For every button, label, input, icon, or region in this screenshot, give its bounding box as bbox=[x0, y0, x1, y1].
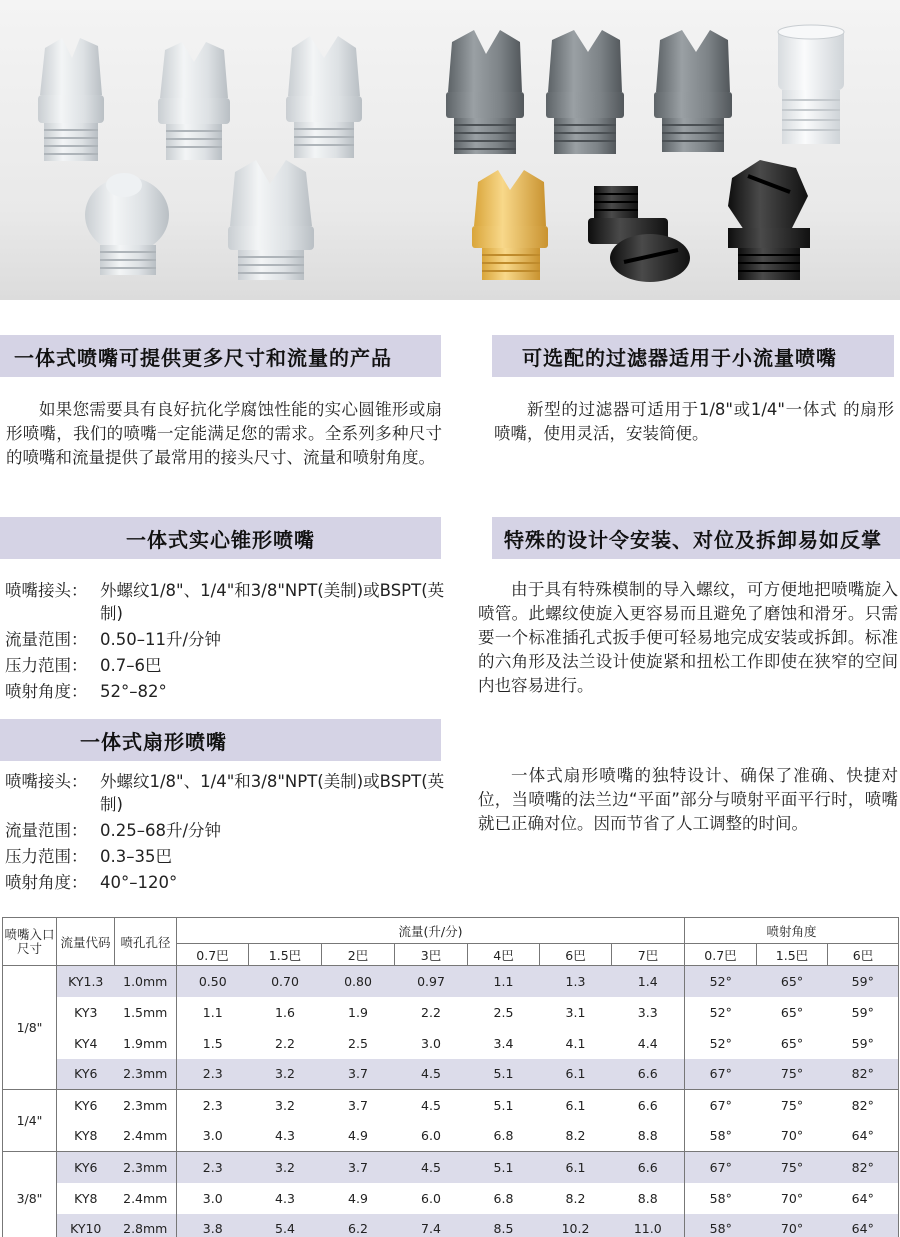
flow-value-cell: 6.1 bbox=[540, 1152, 612, 1183]
black-nozzle bbox=[728, 160, 810, 280]
angle-value-cell: 52° bbox=[685, 1028, 757, 1059]
flow-code-cell: KY4 bbox=[57, 1028, 115, 1059]
flow-value-cell: 6.6 bbox=[612, 1090, 685, 1121]
angle-value-cell: 64° bbox=[828, 1121, 899, 1152]
table-row bbox=[3, 1028, 899, 1059]
flow-value-cell: 4.3 bbox=[275, 1190, 295, 1206]
flow-value-cell: 4.5 bbox=[395, 1059, 468, 1090]
flow-value-cell: 3.0 bbox=[177, 1183, 249, 1214]
spec-label: 喷嘴接头： bbox=[5, 772, 88, 791]
spec-value: 40°–120° bbox=[100, 873, 178, 892]
header-flow: 流量(升/分) bbox=[177, 918, 685, 944]
heading-solid-cone: 一体式实心锥形喷嘴 bbox=[0, 517, 441, 559]
flow-value-cell: 8.5 bbox=[468, 1214, 540, 1237]
black-nozzle bbox=[588, 186, 690, 282]
angle-value-cell: 82° bbox=[828, 1059, 899, 1090]
flow-value-cell: 3.1 bbox=[565, 1004, 586, 1020]
flow-value-cell: 1.5 bbox=[177, 1028, 249, 1059]
spec-label: 喷嘴接头： bbox=[5, 581, 88, 600]
header-flow-pressure: 4巴 bbox=[468, 944, 540, 966]
heading-special-design: 特殊的设计令安装、对位及拆卸易如反掌 bbox=[492, 517, 900, 559]
flow-code-cell: KY6 bbox=[57, 1090, 115, 1121]
heading-fan-nozzle: 一体式扇形喷嘴 bbox=[0, 719, 441, 761]
flow-value-cell: 3.0 bbox=[421, 1035, 441, 1051]
gray-nozzle bbox=[546, 30, 624, 154]
angle-value-cell: 52° bbox=[685, 997, 757, 1028]
flow-value-cell: 4.5 bbox=[395, 1090, 468, 1121]
spec-label: 压力范围： bbox=[5, 656, 88, 675]
flow-value-cell: 4.5 bbox=[395, 1152, 468, 1183]
flow-value-cell: 3.7 bbox=[322, 1152, 395, 1183]
fan-specs bbox=[5, 770, 445, 894]
angle-value-cell: 65° bbox=[780, 1004, 804, 1020]
flow-code-cell: KY8 bbox=[57, 1183, 115, 1214]
spec-value: 0.25–68升/分钟 bbox=[100, 821, 222, 840]
flow-value-cell: 3.3 bbox=[637, 1004, 658, 1020]
angle-value-cell: 70° bbox=[780, 1190, 804, 1206]
inlet-size-cell: 1/4" bbox=[3, 1090, 57, 1152]
angle-value-cell: 67° bbox=[685, 1090, 757, 1121]
flow-value-cell: 4.3 bbox=[275, 1128, 295, 1144]
flow-value-cell: 1.4 bbox=[612, 966, 685, 997]
flow-value-cell: 6.8 bbox=[493, 1128, 514, 1144]
table-row bbox=[3, 1214, 899, 1237]
orifice-cell: 2.4mm bbox=[123, 1190, 168, 1206]
flow-value-cell: 6.6 bbox=[612, 1059, 685, 1090]
heading-filter: 可选配的过滤器适用于小流量喷嘴 bbox=[492, 335, 894, 377]
angle-value-cell: 75° bbox=[757, 1059, 828, 1090]
flow-code-cell: KY6 bbox=[57, 1059, 115, 1090]
flow-value-cell: 8.8 bbox=[637, 1128, 658, 1144]
gray-nozzle bbox=[654, 30, 732, 152]
flow-value-cell: 5.1 bbox=[468, 1090, 540, 1121]
flow-value-cell: 3.8 bbox=[177, 1214, 249, 1237]
flow-code-cell: KY1.3 bbox=[57, 966, 115, 997]
flow-code-cell: KY3 bbox=[57, 997, 115, 1028]
translucent-cone-nozzle bbox=[85, 173, 169, 275]
inlet-size-cell: 3/8" bbox=[3, 1152, 57, 1237]
orifice-cell: 1.0mm bbox=[115, 966, 177, 997]
spec-value: 0.50–11升/分钟 bbox=[100, 630, 222, 649]
header-angle-pressure: 0.7巴 bbox=[685, 944, 757, 966]
header-flow-pressure: 0.7巴 bbox=[177, 944, 249, 966]
design-text-1: 由于具有特殊模制的导入螺纹，可方便地把喷嘴旋入喷管。此螺纹使旋入更容易而且避免了磨蚀和滑牙。只需要一个标准插孔式扳手便可轻易地完成安装或拆卸。标准的六角形及法兰设计使旋紧和扭松工作即使在狭窄的空间内也容易进行。 bbox=[478, 580, 898, 695]
flow-value-cell: 3.4 bbox=[493, 1035, 514, 1051]
flow-value-cell: 4.1 bbox=[565, 1035, 586, 1051]
table-row bbox=[3, 966, 899, 997]
spec-row bbox=[5, 579, 445, 625]
flow-value-cell: 1.1 bbox=[468, 966, 540, 997]
angle-value-cell: 67° bbox=[685, 1059, 757, 1090]
spec-value: 0.7–6巴 bbox=[100, 656, 162, 675]
orifice-cell: 1.5mm bbox=[123, 1004, 168, 1020]
angle-value-cell: 58° bbox=[685, 1214, 757, 1237]
angle-value-cell: 65° bbox=[757, 966, 828, 997]
orifice-cell: 2.8mm bbox=[115, 1214, 177, 1237]
header-inlet-size: 喷嘴入口尺寸 bbox=[3, 918, 57, 966]
spec-label: 喷射角度： bbox=[5, 682, 88, 701]
angle-value-cell: 59° bbox=[828, 1028, 899, 1059]
spec-label: 喷射角度： bbox=[5, 873, 88, 892]
header-spray-angle: 喷射角度 bbox=[685, 918, 899, 944]
flow-code-cell: KY6 bbox=[57, 1152, 115, 1183]
flow-value-cell: 8.2 bbox=[565, 1190, 586, 1206]
angle-value-cell: 59° bbox=[828, 966, 899, 997]
table-row bbox=[3, 1059, 899, 1090]
angle-value-cell: 64° bbox=[828, 1183, 899, 1214]
table-row bbox=[3, 1121, 899, 1152]
flow-value-cell: 8.8 bbox=[637, 1190, 658, 1206]
cone-specs bbox=[5, 579, 445, 703]
flow-value-cell: 7.4 bbox=[395, 1214, 468, 1237]
flow-value-cell: 3.2 bbox=[249, 1152, 322, 1183]
spec-row bbox=[5, 819, 445, 842]
spec-value: 0.3–35巴 bbox=[100, 847, 172, 866]
flow-value-cell: 2.5 bbox=[348, 1035, 368, 1051]
spec-label: 流量范围： bbox=[5, 630, 88, 649]
orifice-cell: 2.4mm bbox=[123, 1128, 168, 1144]
angle-value-cell: 67° bbox=[685, 1152, 757, 1183]
table-row bbox=[3, 997, 899, 1028]
inlet-size-cell: 1/8" bbox=[3, 966, 57, 1090]
flow-value-cell: 3.7 bbox=[322, 1090, 395, 1121]
orifice-cell: 2.3mm bbox=[115, 1090, 177, 1121]
flow-value-cell: 8.2 bbox=[565, 1128, 586, 1144]
angle-value-cell: 75° bbox=[757, 1090, 828, 1121]
flow-value-cell: 2.3 bbox=[177, 1152, 249, 1183]
flow-value-cell: 1.1 bbox=[177, 997, 249, 1028]
flow-value-cell: 5.1 bbox=[468, 1059, 540, 1090]
flow-value-cell: 1.3 bbox=[540, 966, 612, 997]
spec-value: 外螺纹1/8"、1/4"和3/8"NPT(美制)或BSPT(英制) bbox=[100, 772, 445, 814]
header-flow-pressure: 7巴 bbox=[612, 944, 685, 966]
translucent-nozzle bbox=[38, 38, 104, 161]
flow-value-cell: 6.8 bbox=[493, 1190, 514, 1206]
table-row bbox=[3, 1152, 899, 1183]
header-flow-pressure: 3巴 bbox=[395, 944, 468, 966]
product-photo bbox=[0, 0, 900, 300]
flow-value-cell: 4.4 bbox=[637, 1035, 658, 1051]
header-flow-pressure: 6巴 bbox=[540, 944, 612, 966]
angle-value-cell: 58° bbox=[685, 1121, 757, 1152]
yellow-nozzle bbox=[472, 170, 548, 280]
translucent-nozzle bbox=[286, 36, 362, 158]
integral-intro-text: 如果您需要具有良好抗化学腐蚀性能的实心圆锥形或扇形喷嘴，我们的喷嘴一定能满足您的需求。全系列多种尺寸的喷嘴和流量提供了最常用的接头尺寸、流量和喷射角度。 bbox=[6, 400, 442, 467]
angle-value-cell: 64° bbox=[828, 1214, 899, 1237]
spec-label: 压力范围： bbox=[5, 847, 88, 866]
flow-value-cell: 3.7 bbox=[322, 1059, 395, 1090]
flow-value-cell: 1.9 bbox=[348, 1004, 368, 1020]
orifice-cell: 1.9mm bbox=[123, 1035, 168, 1051]
design-text-2: 一体式扇形喷嘴的独特设计、确保了准确、快捷对位，当喷嘴的法兰边“平面”部分与喷射平面平行时，喷嘴就已正确对位。因而节省了人工调整的时间。 bbox=[478, 766, 898, 833]
spec-row bbox=[5, 770, 445, 816]
filter-text: 新型的过滤器可适用于1/8"或1/4"一体式 的扇形喷嘴，使用灵活，安装简便。 bbox=[494, 400, 894, 443]
flow-value-cell: 2.3 bbox=[177, 1090, 249, 1121]
flow-value-cell: 6.6 bbox=[612, 1152, 685, 1183]
angle-value-cell: 58° bbox=[685, 1183, 757, 1214]
flow-value-cell: 0.80 bbox=[322, 966, 395, 997]
gray-nozzle bbox=[446, 30, 524, 154]
table-row bbox=[3, 1090, 899, 1121]
flow-code-cell: KY8 bbox=[57, 1121, 115, 1152]
header-angle-pressure: 6巴 bbox=[828, 944, 899, 966]
flow-value-cell: 6.1 bbox=[540, 1090, 612, 1121]
translucent-nozzle bbox=[228, 160, 314, 280]
angle-value-cell: 59° bbox=[828, 997, 899, 1028]
heading-integral-nozzles: 一体式喷嘴可提供更多尺寸和流量的产品 bbox=[0, 335, 441, 377]
header-angle-pressure: 1.5巴 bbox=[757, 944, 828, 966]
angle-value-cell: 70° bbox=[780, 1128, 804, 1144]
flow-value-cell: 2.3 bbox=[177, 1059, 249, 1090]
header-orifice: 喷孔孔径 bbox=[115, 918, 177, 966]
flow-code-cell: KY10 bbox=[57, 1214, 115, 1237]
flow-value-cell: 6.0 bbox=[421, 1190, 441, 1206]
spec-row bbox=[5, 871, 445, 894]
flow-value-cell: 2.2 bbox=[275, 1035, 295, 1051]
flow-value-cell: 2.2 bbox=[421, 1004, 441, 1020]
flow-value-cell: 1.6 bbox=[275, 1004, 295, 1020]
flow-value-cell: 2.5 bbox=[493, 1004, 514, 1020]
flow-value-cell: 6.2 bbox=[322, 1214, 395, 1237]
spec-row bbox=[5, 654, 445, 677]
spec-row bbox=[5, 845, 445, 868]
spec-value: 52°–82° bbox=[100, 682, 167, 701]
nozzle-data-table bbox=[2, 917, 899, 1237]
flow-value-cell: 4.9 bbox=[348, 1128, 368, 1144]
flow-value-cell: 5.4 bbox=[249, 1214, 322, 1237]
orifice-cell: 2.3mm bbox=[115, 1059, 177, 1090]
flow-value-cell: 0.50 bbox=[177, 966, 249, 997]
flow-value-cell: 11.0 bbox=[612, 1214, 685, 1237]
flow-value-cell: 4.9 bbox=[348, 1190, 368, 1206]
spec-value: 外螺纹1/8"、1/4"和3/8"NPT(美制)或BSPT(英制) bbox=[100, 581, 445, 623]
table-row bbox=[3, 1183, 899, 1214]
header-flow-pressure: 1.5巴 bbox=[249, 944, 322, 966]
angle-value-cell: 82° bbox=[828, 1152, 899, 1183]
orifice-cell: 2.3mm bbox=[115, 1152, 177, 1183]
flow-value-cell: 0.97 bbox=[395, 966, 468, 997]
angle-value-cell: 65° bbox=[780, 1035, 804, 1051]
spec-label: 流量范围： bbox=[5, 821, 88, 840]
filter-cup bbox=[778, 25, 844, 144]
translucent-nozzle bbox=[158, 42, 230, 160]
flow-value-cell: 0.70 bbox=[249, 966, 322, 997]
flow-value-cell: 6.1 bbox=[540, 1059, 612, 1090]
nozzles-illustration bbox=[0, 0, 900, 300]
header-flow-code: 流量代码 bbox=[57, 918, 115, 966]
header-flow-pressure: 2巴 bbox=[322, 944, 395, 966]
flow-value-cell: 3.2 bbox=[249, 1059, 322, 1090]
angle-value-cell: 75° bbox=[757, 1152, 828, 1183]
flow-value-cell: 3.2 bbox=[249, 1090, 322, 1121]
flow-value-cell: 10.2 bbox=[540, 1214, 612, 1237]
angle-value-cell: 70° bbox=[757, 1214, 828, 1237]
spec-row bbox=[5, 680, 445, 703]
flow-value-cell: 5.1 bbox=[468, 1152, 540, 1183]
flow-value-cell: 6.0 bbox=[421, 1128, 441, 1144]
flow-value-cell: 3.0 bbox=[177, 1121, 249, 1152]
angle-value-cell: 52° bbox=[685, 966, 757, 997]
angle-value-cell: 82° bbox=[828, 1090, 899, 1121]
spec-row bbox=[5, 628, 445, 651]
